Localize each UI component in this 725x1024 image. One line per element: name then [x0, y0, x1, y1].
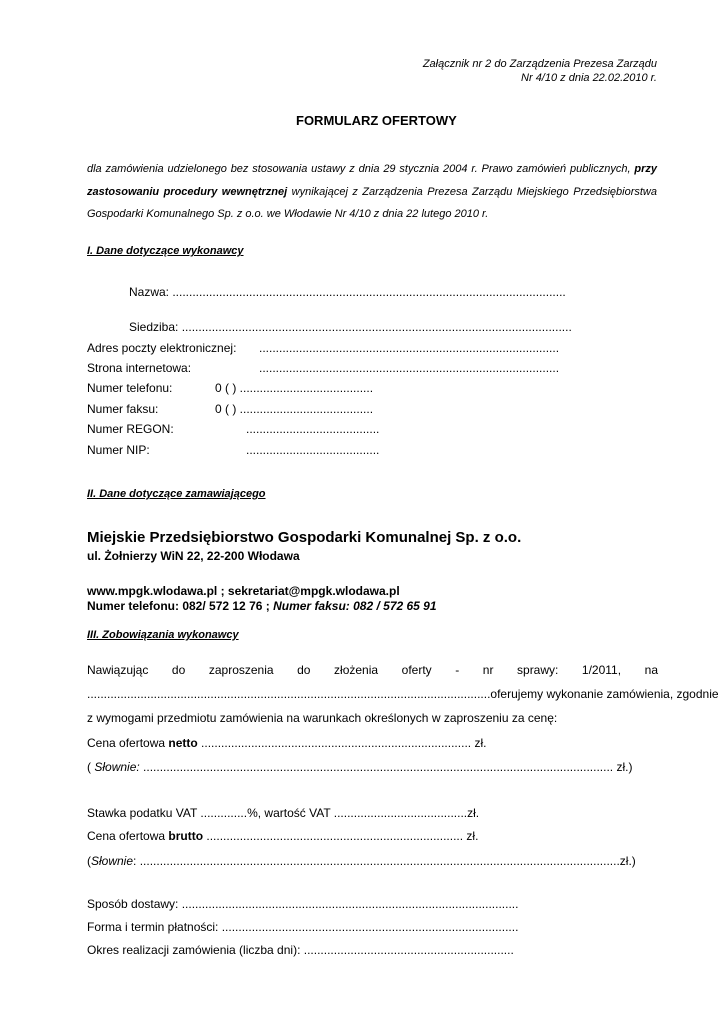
commitment-line-2 [87, 687, 719, 701]
vat-field: Stawka podatku VAT ..............%, wartość VAT ........................................zł. [87, 806, 480, 820]
client-contact: www.mpgk.wlodawa.pl ; sekretariat@mpgk.wlodawa.pl [87, 584, 400, 598]
intro-line-3: Gospodarki Komunalnego Sp. z o.o. we Włodawie Nr 4/10 z dnia 22 lutego 2010 r. [87, 208, 489, 220]
label: ( [87, 760, 95, 774]
word: do [297, 663, 311, 677]
dots: ............................................................................. zł. [203, 829, 479, 843]
attachment-note-number: Nr 4/10 z dnia 22.02.2010 r. [521, 72, 657, 84]
section-3-heading: III. Zobowiązania wykonawcy [87, 629, 239, 641]
nip-label: Numer NIP: [87, 443, 150, 457]
label-bold: brutto [168, 829, 204, 843]
tel-field: 0 ( ) ........................................ [215, 381, 374, 395]
email-field: .......................................................................................... [259, 341, 560, 355]
commitment-line-3: z wymogami przedmiotu zamówienia na warunkach określonych w zaproszeniu za cenę: [87, 711, 558, 725]
word: 1/2011, [581, 663, 622, 677]
intro-line-1 [87, 163, 657, 175]
email-label: Adres poczty elektronicznej: [87, 341, 237, 355]
word: Nawiązując [87, 663, 149, 677]
word: oferty [401, 663, 432, 677]
nip-field: ........................................ [246, 443, 380, 457]
fax-label: Numer faksu: [87, 402, 159, 416]
client-phone: Numer telefonu: 082/ 572 12 76 ; [87, 599, 270, 613]
word: do [171, 663, 186, 677]
word: złożenia [334, 663, 379, 677]
intro-text: wynikającej z Zarządzenia Prezesa Zarządu Miejskiego Przedsiębiorstwa [287, 186, 657, 198]
client-phone-line [87, 599, 437, 613]
regon-label: Numer REGON: [87, 422, 174, 436]
label: Cena ofertowa [87, 829, 169, 843]
netto-words-field [87, 760, 632, 774]
label-bold: netto [168, 736, 198, 750]
tel-label: Numer telefonu: [87, 381, 173, 395]
brutto-price-field [87, 829, 478, 843]
delivery-field: Sposób dostawy: ..................................................................................................... [87, 897, 519, 911]
commitment-text: oferujemy wykonanie zamówienia, zgodnie [490, 687, 719, 701]
completion-time-field: Okres realizacji zamówienia (liczba dni): ............................................................... [87, 943, 514, 957]
nazwa-field: Nazwa: ...................................................................................................................... [129, 285, 566, 299]
word: - [455, 663, 460, 677]
label-italic: Słownie [91, 854, 134, 868]
regon-field: ........................................ [246, 422, 380, 436]
intro-bold: przy [634, 163, 657, 175]
netto-price-field [87, 736, 486, 750]
client-fax: Numer faksu: 082 / 572 65 91 [273, 599, 437, 613]
dots: ................................................................................. zł. [197, 736, 487, 750]
section-1-heading: I. Dane dotyczące wykonawcy [87, 245, 244, 257]
intro-text: dla zamówienia udzielonego bez stosowania ustawy z dnia 29 stycznia 2004 r. Prawo zamówień publicznych, [87, 163, 631, 175]
client-company-name: Miejskie Przedsiębiorstwo Gospodarki Komunalnej Sp. z o.o. [87, 529, 522, 546]
dots: : ................................................................................................................................................zł.) [133, 854, 636, 868]
www-label: Strona internetowa: [87, 361, 192, 375]
client-address: ul. Żołnierzy WiN 22, 22-200 Włodawa [87, 549, 300, 563]
attachment-note: Załącznik nr 2 do Zarządzenia Prezesa Zarządu [422, 58, 657, 70]
www-field: .......................................................................................... [259, 361, 560, 375]
page-title: FORMULARZ OFERTOWY [296, 113, 457, 128]
word: nr [482, 663, 494, 677]
word: zaproszenia [208, 663, 274, 677]
fax-field: 0 ( ) ........................................ [215, 402, 374, 416]
siedziba-field: Siedziba: ..................................................................................................................... [129, 320, 572, 334]
intro-bold: zastosowaniu procedury wewnętrznej [87, 186, 288, 198]
intro-line-2 [87, 186, 657, 198]
payment-field: Forma i termin płatności: ......................................................................................... [87, 920, 519, 934]
word: na [644, 663, 658, 677]
dots: ............................................................................................................................................. zł.) [139, 760, 633, 774]
label: Cena ofertowa [87, 736, 169, 750]
section-2-heading: II. Dane dotyczące zamawiającego [87, 488, 266, 500]
word: sprawy: [517, 663, 559, 677]
label-italic: Słownie: [94, 760, 140, 774]
brutto-words-field [87, 854, 636, 868]
label: ( [87, 854, 91, 868]
commitment-line-1 [87, 663, 658, 677]
dots: ......................................................................................................................... [87, 687, 491, 701]
